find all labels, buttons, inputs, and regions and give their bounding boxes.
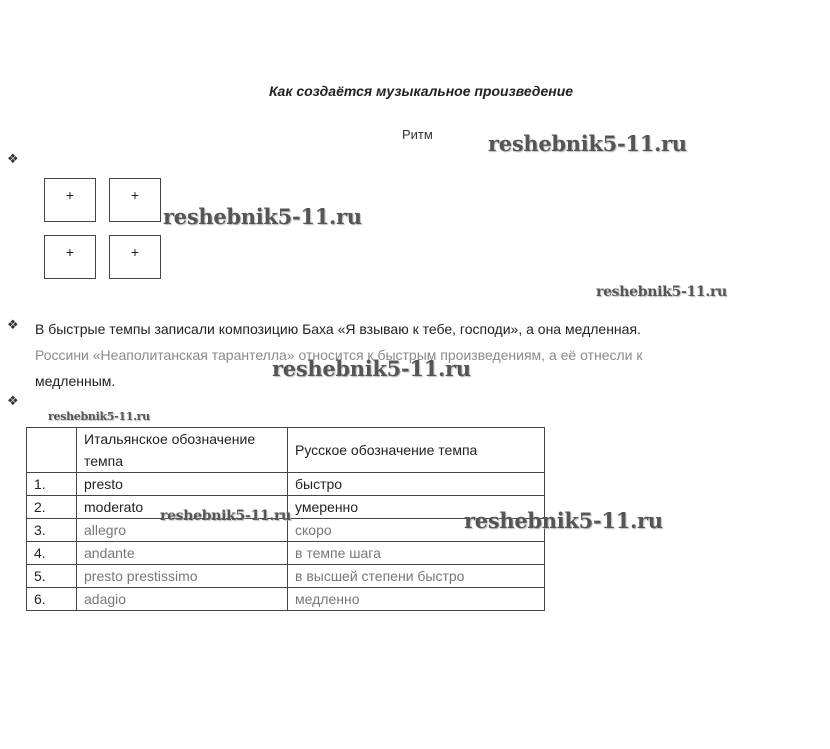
answer-paragraph: [35, 316, 795, 394]
russian-term: в высшей степени быстро: [288, 565, 545, 588]
row-number: 1.: [27, 473, 77, 496]
russian-term: скоро: [288, 519, 545, 542]
russian-term: быстро: [288, 473, 545, 496]
row-number: 3.: [27, 519, 77, 542]
watermark: reshebnik5-11.ru: [272, 356, 471, 381]
paragraph-line-3: медленным.: [35, 373, 116, 389]
russian-term: умеренно: [288, 496, 545, 519]
watermark: reshebnik5-11.ru: [48, 410, 150, 423]
watermark: reshebnik5-11.ru: [596, 284, 727, 300]
rhythm-box-1: +: [44, 178, 96, 222]
row-number: 6.: [27, 588, 77, 611]
table-header-row: [27, 428, 545, 473]
page-title: Как создаётся музыкальное произведение: [268, 83, 574, 99]
italian-term: moderato: [77, 496, 288, 519]
rhythm-box-4: +: [109, 235, 161, 279]
rhythm-box-3: +: [44, 235, 96, 279]
watermark: reshebnik5-11.ru: [160, 508, 291, 524]
table-row: [27, 473, 545, 496]
bullet-diamond-icon: ❖: [7, 393, 19, 408]
row-number: 4.: [27, 542, 77, 565]
rhythm-label: Ритм: [402, 127, 433, 142]
rhythm-box-2: +: [109, 178, 161, 222]
table-row: [27, 542, 545, 565]
paragraph-line-1: В быстрые темпы записали композицию Баха «Я взываю к тебе, господи», а она медленная.: [35, 321, 641, 337]
row-number: 5.: [27, 565, 77, 588]
watermark: reshebnik5-11.ru: [464, 508, 663, 533]
paragraph-line-2: Россини «Неаполитанская тарантелла» относится к быстрым произведениям, а её отнесли к: [35, 347, 643, 363]
italian-term: presto prestissimo: [77, 565, 288, 588]
bullet-diamond-icon: ❖: [7, 151, 19, 166]
header-italian: Итальянское обозначение темпа: [77, 428, 288, 473]
italian-term: adagio: [77, 588, 288, 611]
italian-term: presto: [77, 473, 288, 496]
watermark: reshebnik5-11.ru: [488, 131, 687, 156]
bullet-diamond-icon: ❖: [7, 317, 19, 332]
russian-term: медленно: [288, 588, 545, 611]
header-russian: Русское обозначение темпа: [288, 428, 545, 473]
watermark: reshebnik5-11.ru: [163, 204, 362, 229]
header-number: [27, 428, 77, 473]
italian-term: andante: [77, 542, 288, 565]
table-row: [27, 565, 545, 588]
row-number: 2.: [27, 496, 77, 519]
italian-term: allegro: [77, 519, 288, 542]
russian-term: в темпе шага: [288, 542, 545, 565]
table-row: [27, 588, 545, 611]
